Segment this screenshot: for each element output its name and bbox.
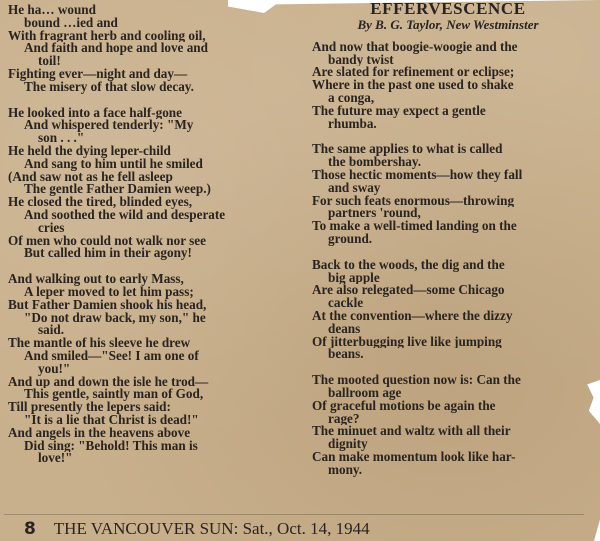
- poem-line: and sway: [328, 181, 381, 195]
- stanza-gap: [8, 260, 278, 273]
- poem-line: a conga,: [328, 91, 375, 105]
- poem-line: toil!: [38, 55, 61, 68]
- poem-line: Are slated for refinement or eclipse;: [312, 66, 515, 80]
- poem-line: Fighting ever—night and day—: [8, 67, 188, 81]
- poem-line: "Do not draw back, my son," he: [24, 311, 206, 325]
- publication-date: Sat., Oct. 14, 1944: [242, 519, 370, 538]
- poem-line: beans.: [328, 348, 364, 362]
- poem-line: And angels in the heavens above: [8, 426, 191, 440]
- poem-line: To make a well-timed landing on the: [312, 220, 517, 233]
- poem-line: dignity: [328, 438, 368, 451]
- poem-line: cackle: [328, 297, 364, 310]
- poem-title: EFFERVESCENCE: [370, 2, 526, 16]
- poem-line: son . . .": [38, 132, 85, 145]
- poem-line: rhumba.: [328, 117, 377, 131]
- poem-line: Those hectic moments—how they fall: [312, 168, 523, 182]
- poem-line: Did sing: "Behold! This man is: [24, 439, 198, 453]
- poem-line: Are also relegated—some Chicago: [312, 284, 505, 298]
- poem-line: Where in the past one used to shake: [312, 79, 514, 92]
- poem-line: the bombershay.: [328, 156, 422, 169]
- page-number: 8: [24, 519, 36, 539]
- poem-line: And faith and hope and love and: [24, 42, 208, 56]
- poem-line: bandy twist: [328, 53, 394, 67]
- poem-line: ground.: [328, 232, 373, 246]
- poem-line: A leper moved to let him pass;: [24, 285, 194, 299]
- poem-line: And walking out to early Mass,: [8, 273, 184, 286]
- poem-byline: By B. G. Taylor, New Westminster: [357, 17, 539, 32]
- stanza-gap: [312, 246, 584, 259]
- poem-line: He looked into a face half-gone: [8, 106, 182, 120]
- poem-line: cries: [38, 221, 65, 235]
- poem-line: And whispered tenderly: "My: [24, 119, 194, 133]
- poem-line: With fragrant herb and cooling oil,: [8, 29, 206, 43]
- poem-line: said.: [38, 324, 65, 338]
- poem-line: He ha… wound: [8, 4, 96, 17]
- poem-line: But called him in their agony!: [24, 247, 192, 261]
- poem-line: And now that boogie-woogie and the: [312, 40, 518, 54]
- poem-body: [312, 41, 584, 477]
- poem-line: At the convention—where the dizzy: [312, 309, 513, 323]
- right-poem-column: [312, 2, 584, 477]
- poem-line: But Father Damien shook his head,: [8, 298, 207, 312]
- poem-line: The gentle Father Damien weep.): [24, 183, 211, 197]
- poem-line: deans: [328, 322, 361, 336]
- poem-line: mony.: [328, 463, 363, 477]
- poem-line: rage?: [328, 412, 360, 426]
- left-poem-column: [8, 4, 278, 465]
- poem-line: Of men who could not walk nor see: [8, 234, 206, 248]
- poem-line: The mooted question now is: Can the: [312, 374, 521, 387]
- stanza-gap: [8, 94, 278, 107]
- poem-line: Till presently the lepers said:: [8, 401, 171, 414]
- page-footer: [24, 520, 584, 538]
- poem-line: love!": [38, 452, 73, 466]
- poem-line: This gentle, saintly man of God,: [24, 388, 204, 402]
- poem-line: (And saw not as he fell asleep: [8, 170, 173, 184]
- poem-line: bound …ied and: [24, 16, 118, 30]
- poem-line: And up and down the isle he trod—: [8, 375, 209, 389]
- poem-line: He closed the tired, blinded eyes,: [8, 196, 193, 209]
- poem-line: The minuet and waltz with all their: [312, 425, 511, 439]
- poem-line: big apple: [328, 271, 380, 285]
- poem-line: And smiled—"See! I am one of: [24, 349, 199, 363]
- poem-line: ballroom age: [328, 386, 402, 400]
- poem-line: Of graceful motions be again the: [312, 399, 496, 413]
- stanza-gap: [312, 361, 584, 374]
- poem-line: you!": [38, 362, 71, 376]
- poem-line: The same applies to what is called: [312, 143, 503, 157]
- poem-line: The mantle of his sleeve he drew: [8, 337, 191, 350]
- poem-line: He held the dying leper-child: [8, 144, 171, 158]
- poem-line: partners 'round,: [328, 207, 421, 221]
- footer-rule: [4, 514, 584, 515]
- poem-line: "It is a lie that Christ is dead!": [24, 413, 199, 427]
- stanza-gap: [312, 130, 584, 143]
- poem-line: And soothed the wild and desperate: [24, 208, 226, 222]
- poem-line: The future may expect a gentle: [312, 104, 486, 118]
- poem-line: Of jitterbugging live like jumping: [312, 335, 502, 349]
- newspaper-name: THE VANCOUVER SUN:: [53, 519, 239, 538]
- poem-line: Back to the woods, the dig and the: [312, 258, 505, 272]
- poem-line: The misery of that slow decay.: [24, 80, 194, 94]
- poem-line: And sang to him until he smiled: [24, 157, 203, 171]
- poem-line: Can make momentum look like har-: [312, 450, 516, 464]
- poem-line: For such feats enormous—throwing: [312, 194, 515, 208]
